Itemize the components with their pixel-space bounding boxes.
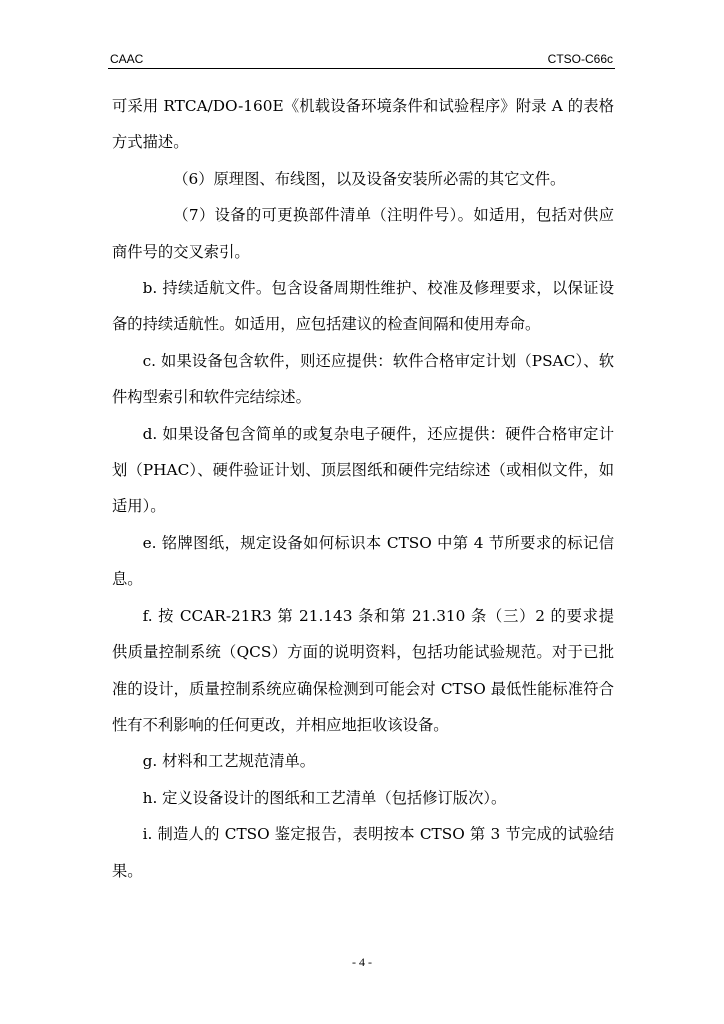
- paragraph-item-f: f. 按 CCAR-21R3 第 21.143 条和第 21.310 条（三）2 的要求提供质量控制系统（QCS）方面的说明资料，包括功能试验规范。对于已批准的设计，质量控制系统应确保检测到可能会对 CTSO 最低性能标准符合性有不利影响的任何更改，并相应地拒收该设备。: [112, 606, 614, 734]
- paragraph-item-c: c. 如果设备包含软件，则还应提供：软件合格审定计划（PSAC）、软件构型索引和软件完结综述。: [112, 351, 614, 407]
- paragraph-item-6: （6）原理图、布线图，以及设备安装所必需的其它文件。: [173, 169, 566, 188]
- paragraph-item-d: d. 如果设备包含简单的或复杂电子硬件，还应提供：硬件合格审定计划（PHAC）、硬件验证计划、顶层图纸和硬件完结综述（或相似文件，如适用）。: [112, 424, 614, 516]
- paragraph-item-h: h. 定义设备设计的图纸和工艺清单（包括修订版次）。: [142, 788, 507, 807]
- paragraph-item-b: b. 持续适航文件。包含设备周期性维护、校准及修理要求，以保证设备的持续适航性。如适用，应包括建议的检查间隔和使用寿命。: [112, 279, 614, 334]
- paragraph-item-i: i. 制造人的 CTSO 鉴定报告，表明按本 CTSO 第 3 节完成的试验结果。: [112, 825, 614, 880]
- paragraph-continuation: 可采用 RTCA/DO-160E《机载设备环境条件和试验程序》附录 A 的表格方式描述。: [112, 97, 614, 152]
- page-number: - 4 -: [352, 955, 372, 969]
- paragraph-item-e: e. 铭牌图纸，规定设备如何标识本 CTSO 中第 4 节所要求的标记信息。: [112, 533, 614, 589]
- page-header: [108, 52, 615, 69]
- paragraph-item-7: （7）设备的可更换部件清单（注明件号）。如适用，包括对供应商件号的交叉索引。: [112, 206, 614, 261]
- page-body: [112, 88, 614, 889]
- header-doc-id: CTSO-C66c: [547, 52, 613, 66]
- header-org: CAAC: [110, 52, 144, 66]
- paragraph-item-g: g. 材料和工艺规范清单。: [142, 752, 316, 771]
